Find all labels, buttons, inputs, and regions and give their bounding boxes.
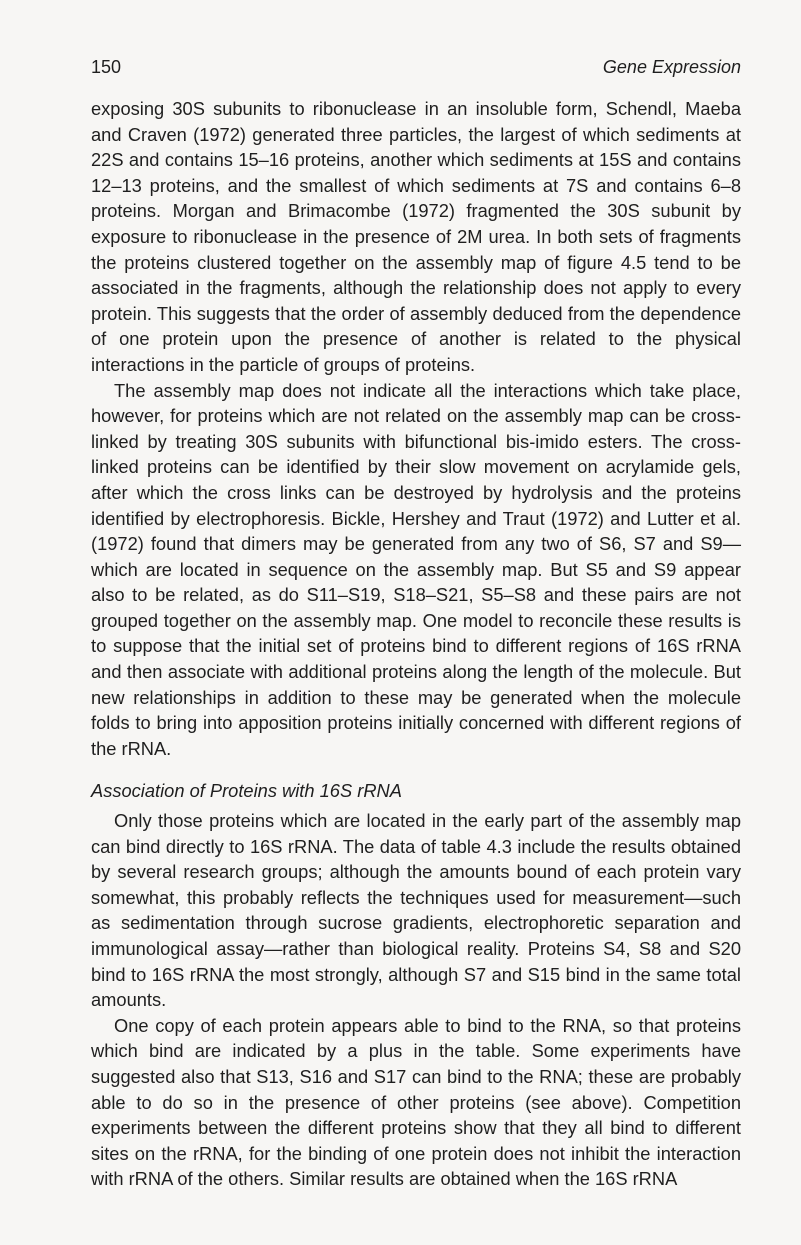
paragraph-one-copy: One copy of each protein appears able to bind to the RNA, so that proteins which bind are indicated by a plus in the table. Some experiments have suggested also that S13, S16 and S17 can bind to the RNA; these are probably able to do so in the presence of other proteins (see above). Competition experiments between the different proteins show that they all bind to different sites on the rRNA, for the binding of one protein does not inhibit the interaction with rRNA of the others. Similar results are obtained when the 16S rRNA [91,1014,741,1190]
page-number: 150 [91,57,122,77]
paragraph-continued: exposing 30S subunits to ribonuclease in an insoluble form, Schendl, Maeba and Craven (1972) generated three particles, the largest of which sediments at 22S and contains 15–16 proteins, another which sediments at 15S and contains 12–13 proteins, and the smallest of which sediments at 7S and contains 6–8 proteins. Morgan and Brimacombe (1972) fragmented the 30S subunit by exposure to ribonuclease in the presence of 2M urea. In both sets of fragments the proteins clustered together on the assembly map of figure 4.5 tend to be associated in the fragments, although the relationship does not apply to every protein. This suggests that the order of assembly deduced from the dependence of one protein upon the presence of another is related to the physical interactions in the particle of groups of proteins. [91,98,741,375]
running-title: Gene Expression [602,57,741,77]
section-heading: Association of Proteins with 16S rRNA [91,780,402,802]
paragraph-binding-proteins: Only those proteins which are located in the early part of the assembly map can bind directly to 16S rRNA. The data of table 4.3 include the results obtained by several research groups; although the amounts bound of each protein vary somewhat, this probably reflects the techniques used for measurement—such as sedimentation through sucrose gradients, electrophoretic separation and immunological assay—rather than biological reality. Proteins S4, S8 and S20 bind to 16S rRNA the most strongly, although S7 and S15 bind in the same total amounts. [91,810,741,1011]
body-text [91,96,741,1192]
paragraph-assembly-map: The assembly map does not indicate all the interactions which take place, however, for proteins which are not related on the assembly map can be cross-linked by treating 30S subunits with bifunctional bis-imido esters. The cross-linked proteins can be identified by their slow movement on acrylamide gels, after which the cross links can be destroyed by hydrolysis and the proteins identified by electrophoresis. Bickle, Hershey and Traut (1972) and Lutter et al. (1972) found that dimers may be generated from any two of S6, S7 and S9—which are located in sequence on the assembly map. But S5 and S9 appear also to be related, as do S11–S19, S18–S21, S5–S8 and these pairs are not grouped together on the assembly map. One model to reconcile these results is to suppose that the initial set of proteins bind to different regions of 16S rRNA and then associate with additional proteins along the length of the molecule. But new relationships in addition to these may be generated when the molecule folds to bring into apposition proteins initially concerned with different regions of the rRNA. [91,379,741,759]
page-header [91,57,741,85]
